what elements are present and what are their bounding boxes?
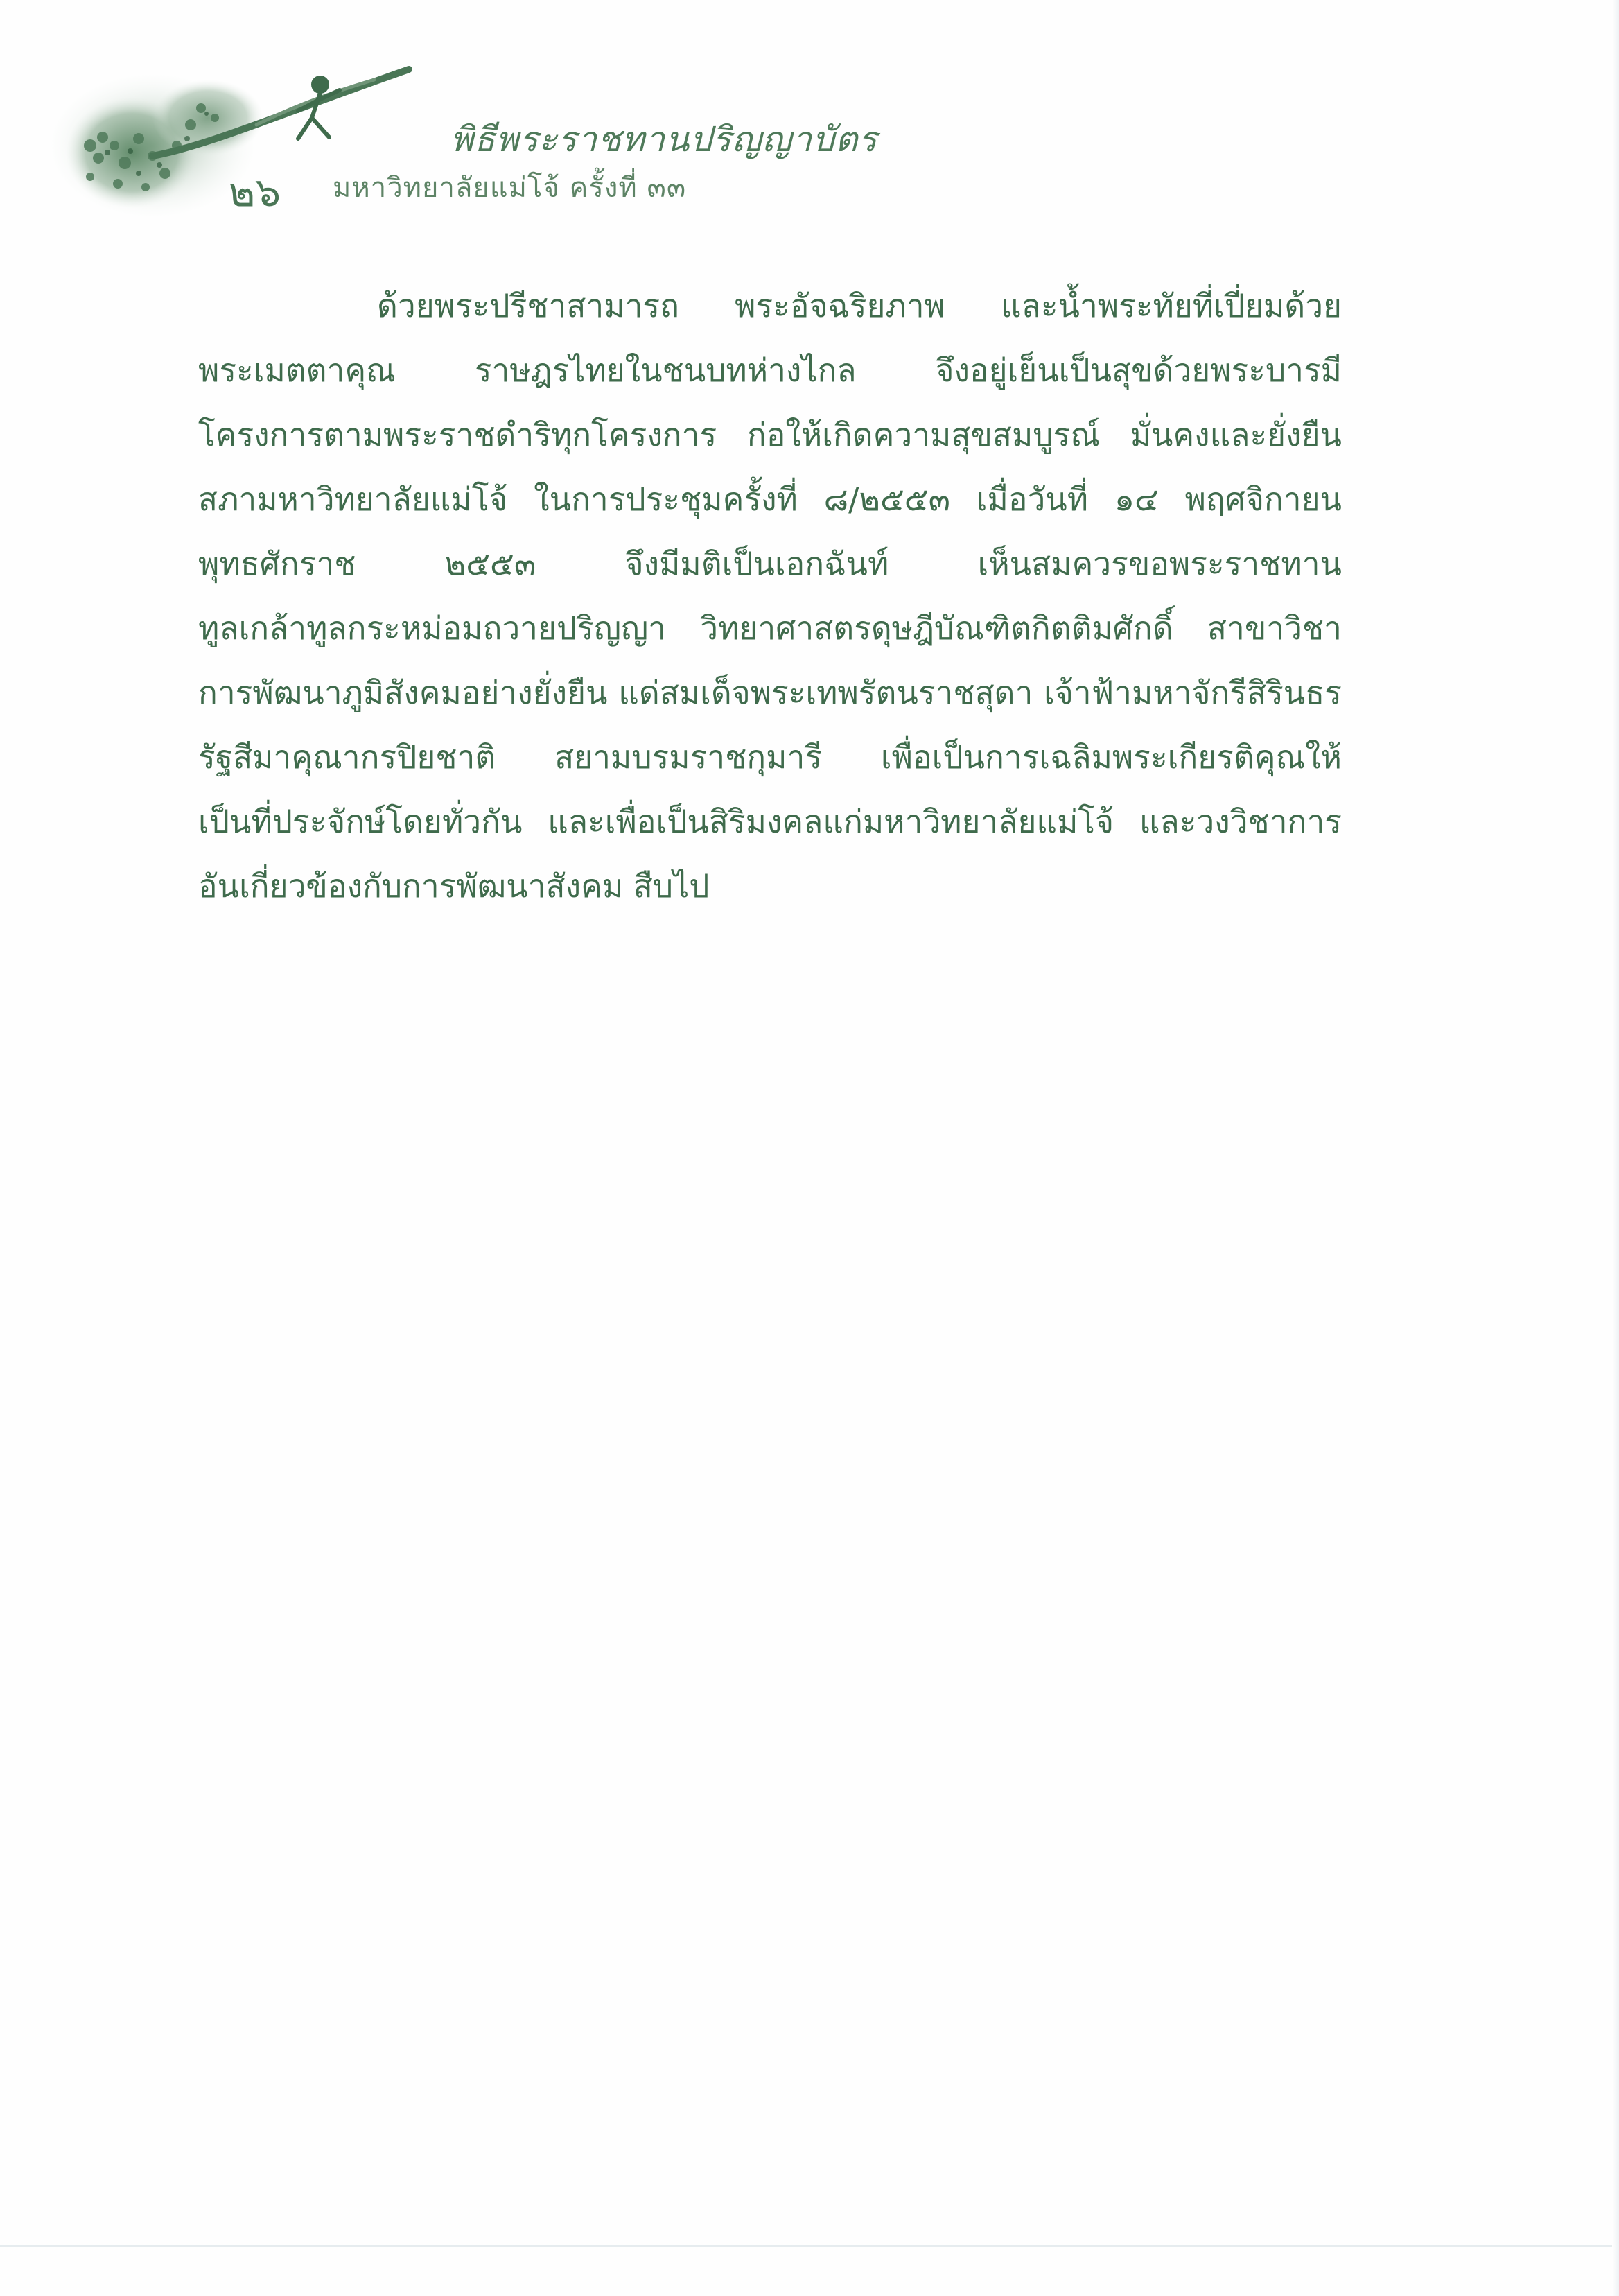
header-title: พิธีพระราชทานปริญญาบัตร: [450, 119, 878, 159]
body-line: สภามหาวิทยาลัยแม่โจ้ ในการประชุมครั้งที่ ๘/๒๕๕๓ เมื่อวันที่ ๑๔ พฤศจิกายน: [198, 480, 1342, 518]
body-line: เป็นที่ประจักษ์โดยทั่วกัน และเพื่อเป็นสิริมงคลแก่มหาวิทยาลัยแม่โจ้ และวงวิชาการ: [198, 803, 1342, 840]
body-line: ด้วยพระปรีชาสามารถ พระอัจฉริยภาพ และน้ำพระทัยที่เปี่ยมด้วย: [377, 287, 1342, 324]
page-number: ๒๖: [229, 168, 281, 216]
body-line: การพัฒนาภูมิสังคมอย่างยั่งยืน แด่สมเด็จพระเทพรัตนราชสุดา เจ้าฟ้ามหาจักรีสิรินธร: [198, 674, 1342, 711]
header-subtitle: มหาวิทยาลัยแม่โจ้ ครั้งที่ ๓๓: [333, 172, 687, 204]
body-line: อันเกี่ยวข้องกับการพัฒนาสังคม สืบไป: [198, 867, 710, 905]
body-line: พระเมตตาคุณ ราษฎรไทยในชนบทห่างไกล จึงอยู่เย็นเป็นสุขด้วยพระบารมี: [198, 351, 1342, 389]
page-edge: [0, 2245, 1619, 2247]
body-paragraph: [198, 274, 1342, 919]
body-line: โครงการตามพระราชดำริทุกโครงการ ก่อให้เกิดความสุขสมบูรณ์ มั่นคงและยั่งยืน: [198, 416, 1342, 453]
body-line: ทูลเกล้าทูลกระหม่อมถวายปริญญา วิทยาศาสตรดุษฎีบัณฑิตกิตติมศักดิ์ สาขาวิชา: [198, 609, 1342, 647]
body-line: พุทธศักราช ๒๕๕๓ จึงมีมติเป็นเอกฉันท์ เห็นสมควรขอพระราชทาน: [198, 545, 1342, 582]
page-edge: [1612, 0, 1619, 2296]
body-line: รัฐสีมาคุณากรปิยชาติ สยามบรมราชกุมารี เพื่อเป็นการเฉลิมพระเกียรติคุณให้: [198, 738, 1342, 776]
